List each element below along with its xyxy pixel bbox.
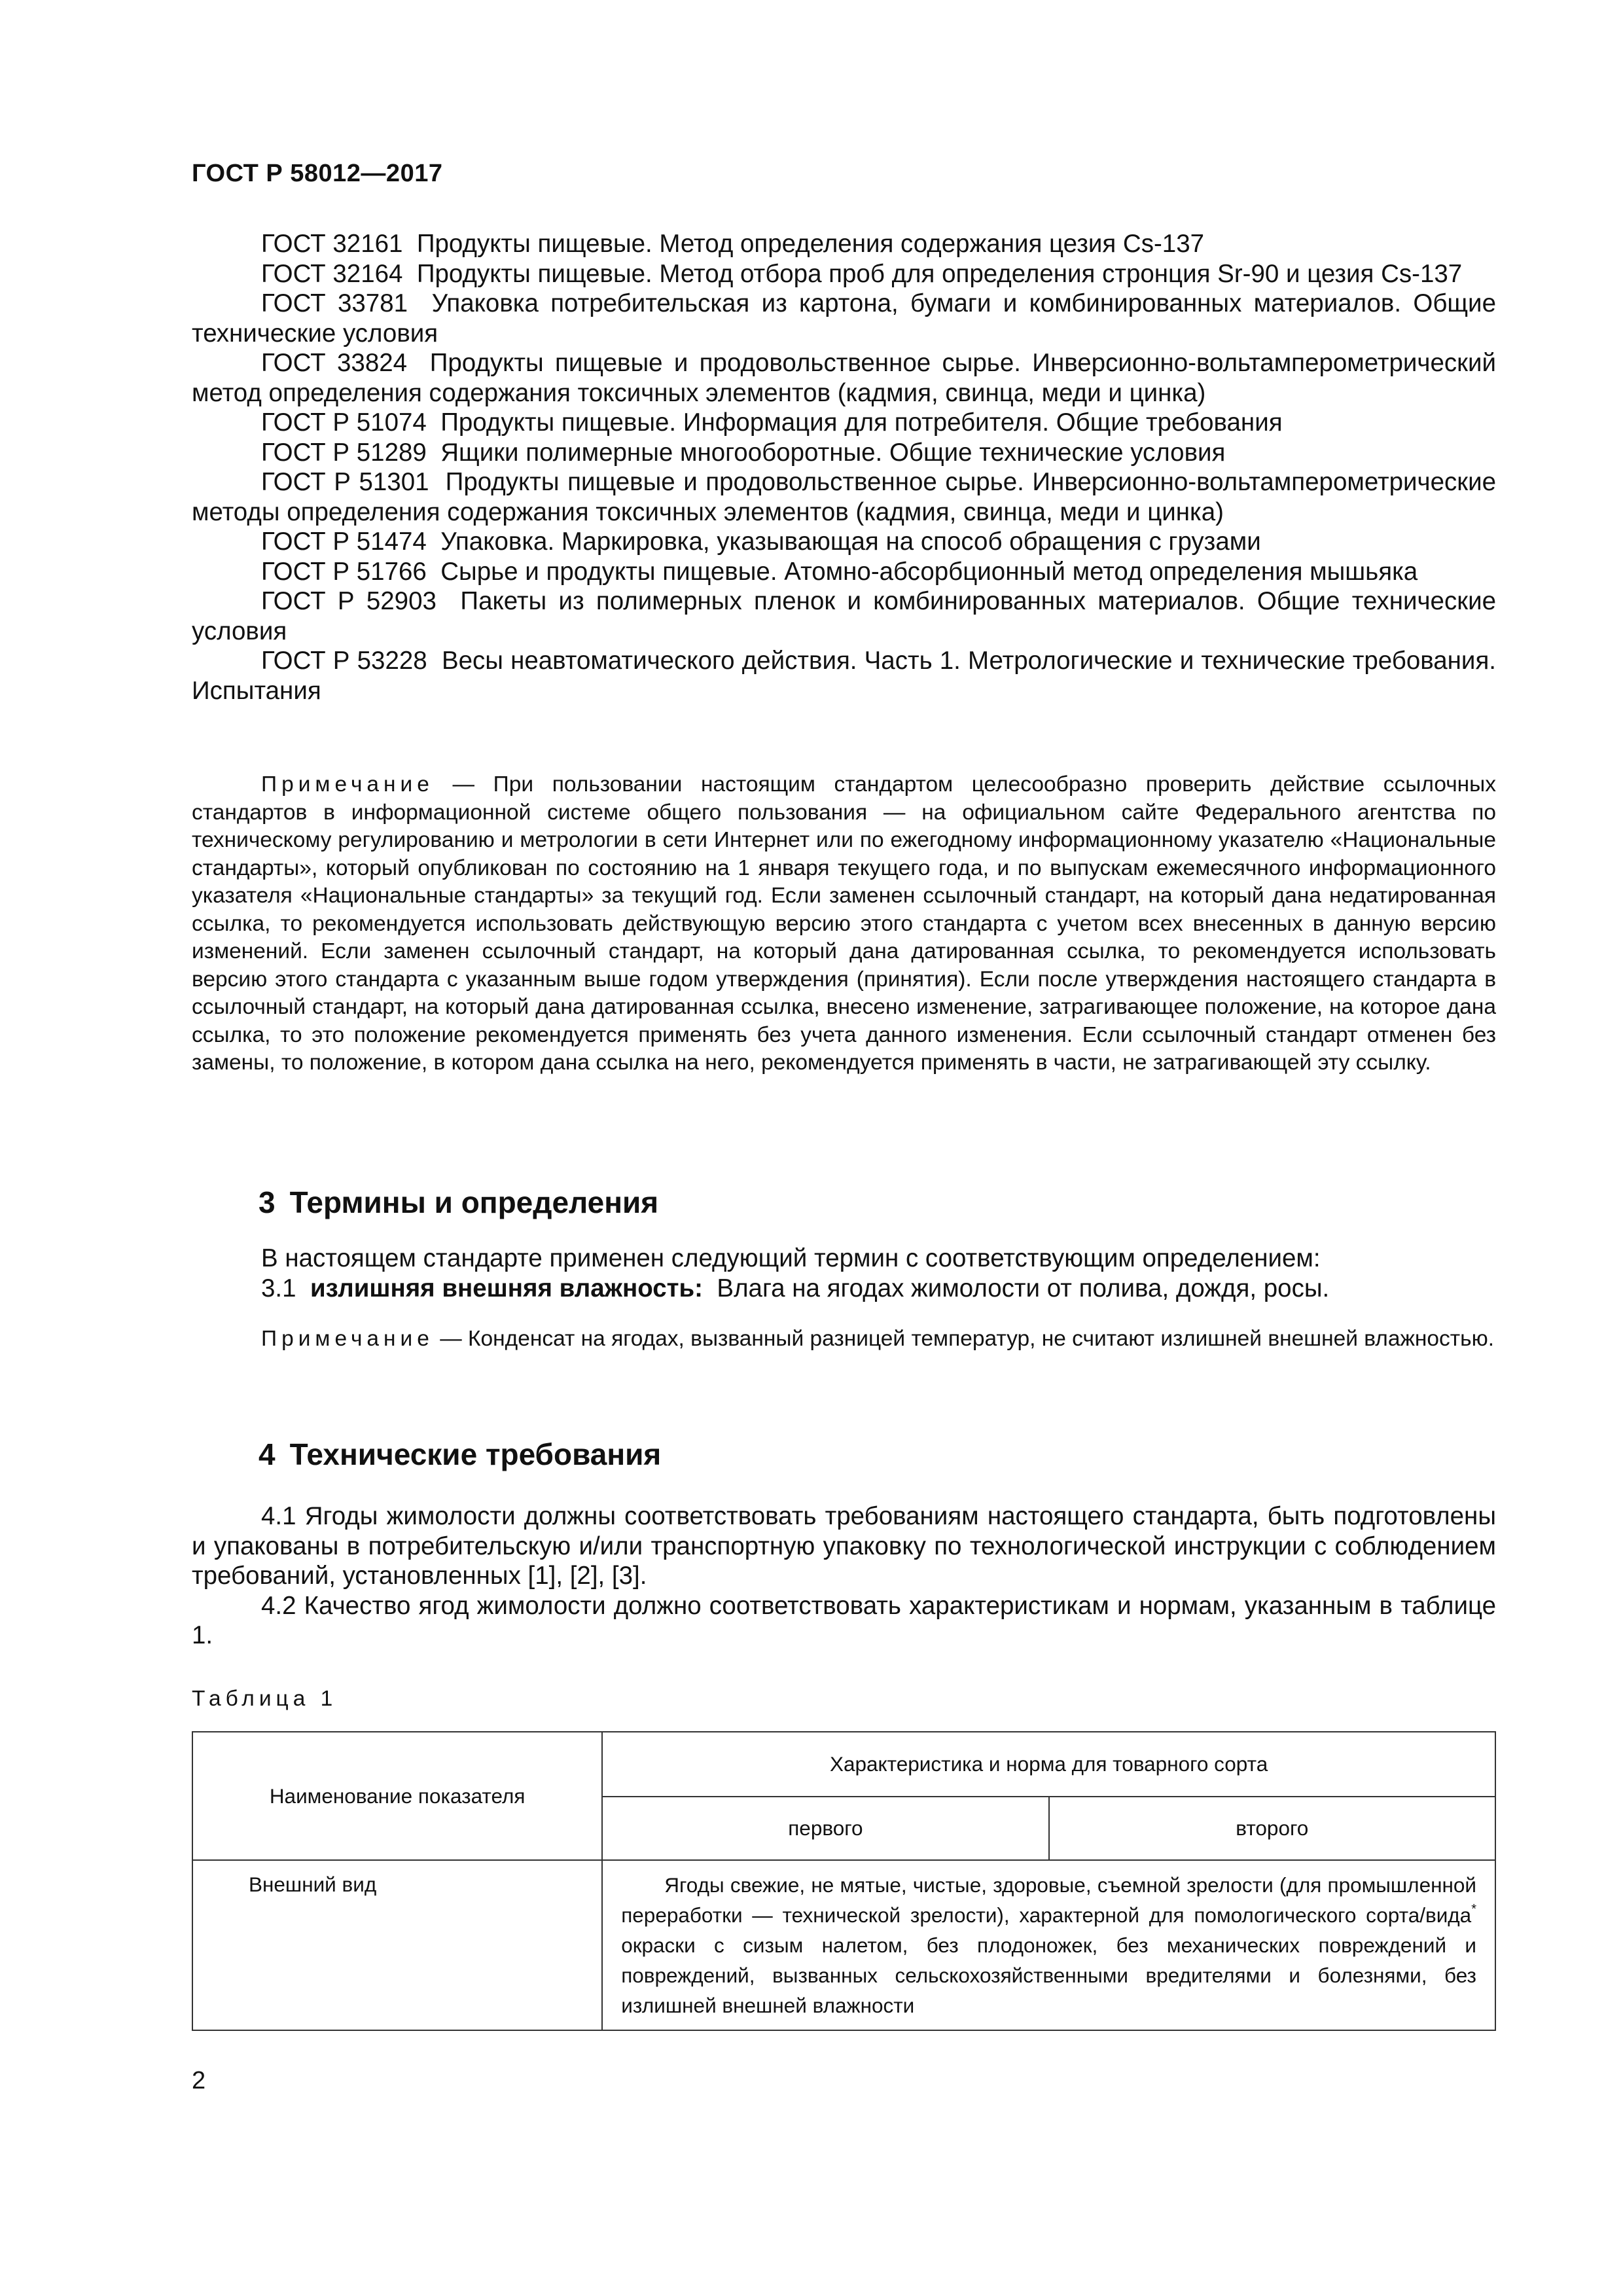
- reference-item: ГОСТ Р 51289 Ящики полимерные многооборотные. Общие технические условия: [261, 438, 1226, 467]
- header-characteristic: Характеристика и норма для товарного сорта: [602, 1732, 1495, 1797]
- reference-item: ГОСТ 32161 Продукты пищевые. Метод определения содержания цезия Cs-137: [261, 230, 1205, 258]
- note-text: — При пользовании настоящим стандартом целесообразно проверить действие ссылочных стандартов в информационной системе общего пользования — на официальном сайте Федерального агентства по техническому регулированию и метрологии в сети Интернет или по ежегодному информационному указателю «Национальные стандарты», который опубликован по состоянию на 1 января текущего года, и по выпускам ежемесячного информационного указателя «Национальные стандарты» за текущий год. Если заменен ссылочный стандарт, на который дана недатированная ссылка, то рекомендуется использовать действующую версию этого стандарта с учетом всех внесенных в данную версию изменений. Если заменен ссылочный стандарт, на который дана датированная ссылка, то рекомендуется использовать версию этого стандарта с указанным выше годом утверждения (принятия). Если после утверждения настоящего стандарта в ссылочный стандарт, на который дана датированная ссылка, внесено изменение, затрагивающее положение, на которое дана ссылка, то это положение рекомендуется применять без учета данного изменения. Если ссылочный стандарт отменен без замены, то положение, в котором дана ссылка на него, рекомендуется применять в части, не затрагивающей эту ссылку.: [192, 772, 1496, 1075]
- header-second-grade: второго: [1049, 1797, 1495, 1860]
- term: излишняя внешняя влажность:: [310, 1274, 703, 1302]
- term-definition: 3.1 излишняя внешняя влажность: Влага на ягодах жимолости от полива, дождя, росы.: [261, 1274, 1330, 1302]
- page-number: 2: [192, 2067, 206, 2094]
- section-4-heading: 4 Технические требования: [259, 1437, 662, 1471]
- reference-item: ГОСТ Р 51301 Продукты пищевые и продовольственное сырье. Инверсионно-вольтамперометрические методы определения содержания токсичных элементов (кадмия, свинца, меди и цинка): [192, 468, 1496, 526]
- document-header: ГОСТ Р 58012—2017: [192, 160, 443, 187]
- row-indicator-name: Внешний вид: [192, 1860, 602, 2030]
- reference-item: ГОСТ 33781 Упаковка потребительская из картона, бумаги и комбинированных материалов. Общие технические условия: [192, 289, 1496, 348]
- section-3-intro: В настоящем стандарте применен следующий термин с соответствующим определением:: [261, 1244, 1321, 1272]
- clause-4-2: 4.2 Качество ягод жимолости должно соответствовать характеристикам и нормам, указанным в таблице 1.: [192, 1591, 1496, 1649]
- term-note: [192, 1325, 1496, 1354]
- reference-item: ГОСТ 32164 Продукты пищевые. Метод отбора проб для определения стронция Sr-90 и цезия Cs-137: [261, 259, 1463, 288]
- header-first-grade: первого: [602, 1797, 1048, 1860]
- clause-4-1: 4.1 Ягоды жимолости должны соответствовать требованиям настоящего стандарта, быть подготовлены и упакованы в потребительскую и/или транспортную упаковку по технологической инструкции с соблюдением требований, установленных [1], [2], [3].: [192, 1502, 1496, 1590]
- references-note: [192, 771, 1496, 1077]
- header-indicator-name: Наименование показателя: [192, 1732, 602, 1860]
- section-4-body: [192, 1501, 1496, 1651]
- row-characteristic-value: Ягоды свежие, не мятые, чистые, здоровые, съемной зрелости (для промышленной переработки — технической зрелости), характерной для помологического сорта/вида* окраски с сизым налетом, без плодоножек, без механических повреждений и повреждений, вызванных сельскохозяйственными вредителями и болезнями, без излишней внешней влажности: [602, 1860, 1495, 2030]
- table-caption: Таблица 1: [192, 1687, 338, 1711]
- reference-item: ГОСТ Р 51474 Упаковка. Маркировка, указывающая на способ обращения с грузами: [261, 528, 1261, 556]
- note-text: — Конденсат на ягодах, вызванный разницей температур, не считают излишней внешней влажностью.: [440, 1327, 1494, 1351]
- table-1: [192, 1731, 1496, 2031]
- footnote-mark: *: [1471, 1902, 1476, 1916]
- table-row: [192, 1860, 1495, 2030]
- section-3-body: [192, 1244, 1496, 1303]
- note-label: Примечание: [261, 1327, 434, 1351]
- reference-item: ГОСТ Р 53228 Весы неавтоматического действия. Часть 1. Метрологические и технические требования. Испытания: [192, 647, 1496, 705]
- reference-item: ГОСТ Р 52903 Пакеты из полимерных пленок и комбинированных материалов. Общие технические условия: [192, 587, 1496, 645]
- section-3-heading: 3 Термины и определения: [259, 1185, 659, 1219]
- reference-item: ГОСТ Р 51766 Сырье и продукты пищевые. Атомно-абсорбционный метод определения мышьяка: [261, 557, 1418, 586]
- reference-item: ГОСТ 33824 Продукты пищевые и продовольственное сырье. Инверсионно-вольтамперометрический метод определения содержания токсичных элементов (кадмия, свинца, меди и цинка): [192, 349, 1496, 407]
- reference-item: ГОСТ Р 51074 Продукты пищевые. Информация для потребителя. Общие требования: [261, 408, 1283, 437]
- note-label: Примечание: [261, 772, 434, 797]
- normative-references: [192, 229, 1496, 706]
